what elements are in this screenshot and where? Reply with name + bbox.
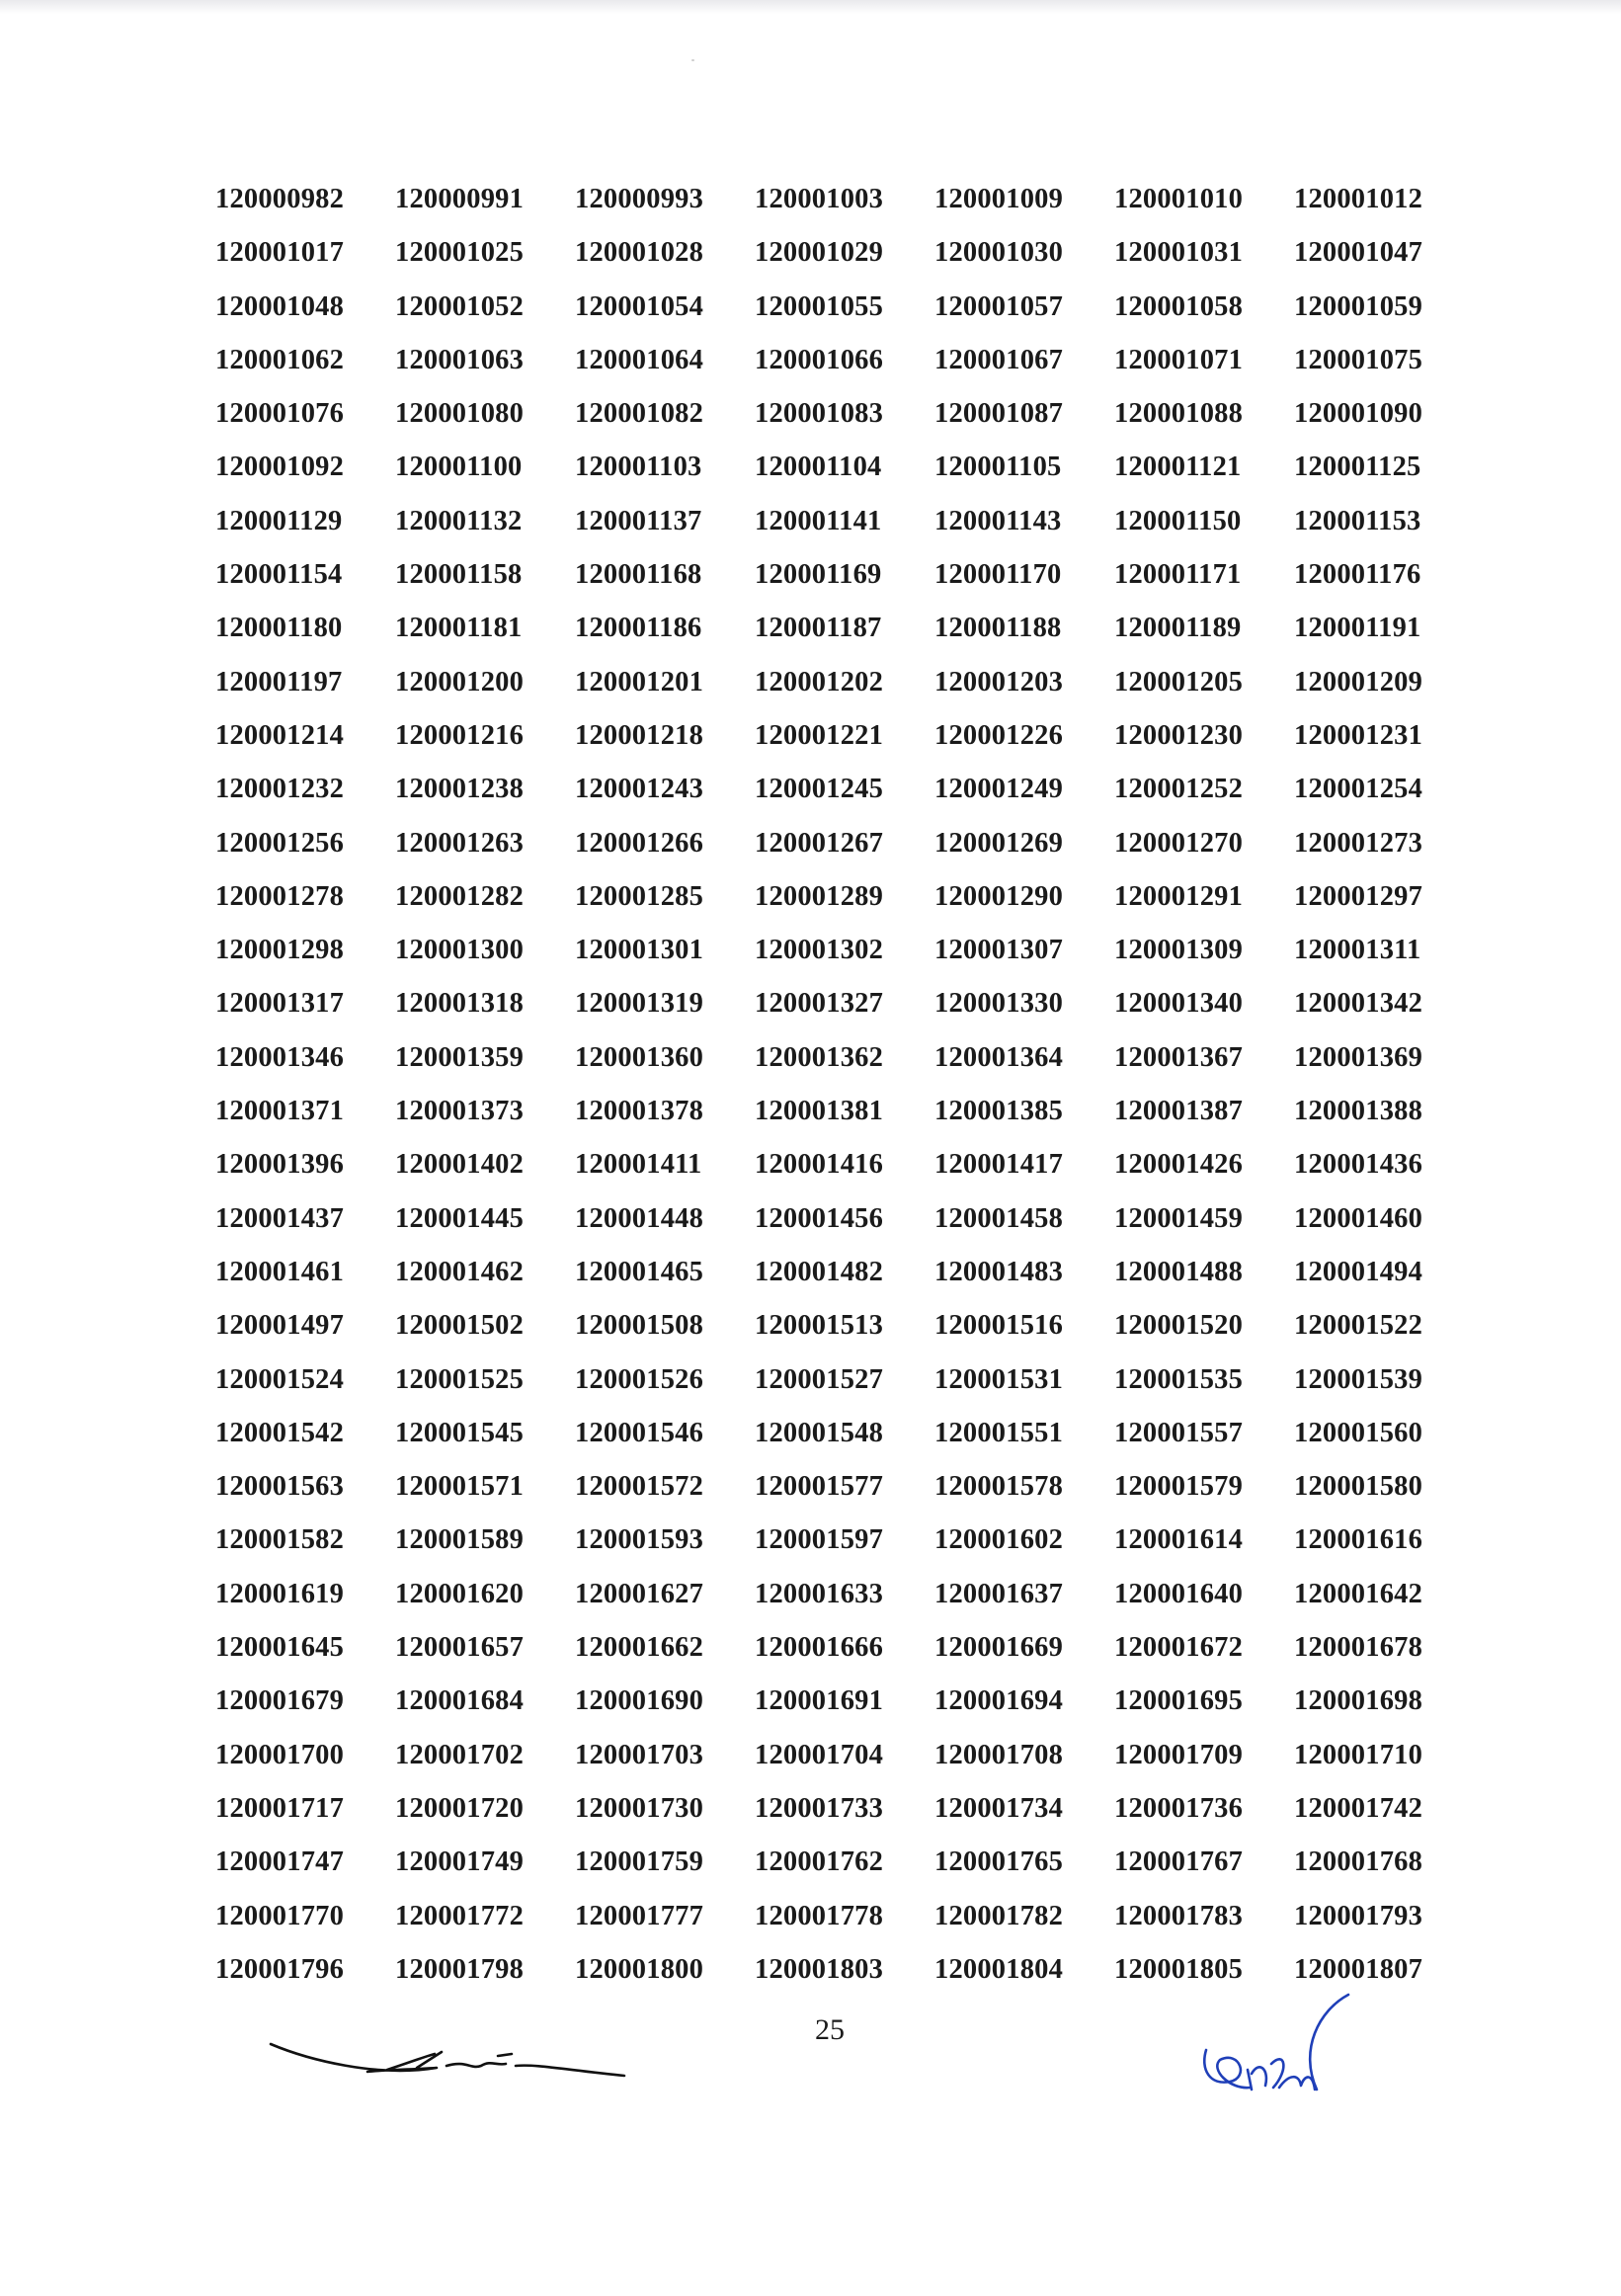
roll-number-cell: 120001535 (1114, 1363, 1244, 1395)
roll-number-cell: 120001054 (575, 290, 704, 322)
roll-number-cell: 120001062 (215, 344, 345, 375)
roll-number-cell: 120001542 (215, 1417, 345, 1448)
roll-number-cell: 120001563 (215, 1471, 345, 1503)
roll-number-cell: 120001100 (395, 451, 523, 483)
roll-number-cell: 120001125 (1294, 451, 1421, 483)
roll-number-cell: 120001012 (1294, 184, 1423, 214)
roll-number-cell: 120001289 (755, 880, 884, 912)
roll-number-cell: 120001083 (755, 398, 884, 430)
roll-number-cell: 120001778 (755, 1900, 884, 1931)
roll-number-cell: 120001402 (395, 1149, 525, 1181)
roll-number-cell: 120001805 (1114, 1953, 1244, 1985)
roll-number-cell: 120001300 (395, 935, 525, 966)
roll-number-cell: 120001437 (215, 1202, 345, 1234)
roll-number-cell: 120001076 (215, 398, 345, 430)
roll-number-cell: 120001465 (575, 1256, 704, 1287)
roll-number-cell: 120001153 (1294, 505, 1421, 536)
roll-number-cell: 120001642 (1294, 1578, 1423, 1609)
roll-number-cell: 120001367 (1114, 1041, 1244, 1073)
roll-number-cell: 120001231 (1294, 719, 1423, 751)
roll-number-cell: 120001221 (755, 719, 884, 751)
roll-number-cell: 120001695 (1114, 1685, 1244, 1717)
roll-number-cell: 120001627 (575, 1578, 704, 1609)
roll-number-cell: 120001703 (575, 1739, 704, 1770)
roll-number-cell: 120001803 (755, 1953, 884, 1985)
roll-number-cell: 120001694 (934, 1685, 1064, 1717)
roll-number-cell: 120001637 (934, 1578, 1064, 1609)
roll-number-cell: 120001243 (575, 774, 704, 805)
roll-number-cell: 120001327 (755, 988, 884, 1020)
roll-number-cell: 120001169 (755, 559, 882, 591)
roll-number-cell: 120001010 (1114, 184, 1244, 214)
roll-number-cell: 120001269 (934, 827, 1064, 859)
roll-number-cell: 120001121 (1114, 451, 1242, 483)
roll-number-cell: 120001104 (755, 451, 882, 483)
roll-number-cell: 120001798 (395, 1953, 525, 1985)
roll-number-cell: 120001497 (215, 1310, 345, 1342)
roll-number-cell: 120001238 (395, 774, 525, 805)
roll-number-cell: 120001080 (395, 398, 525, 430)
roll-number-cell: 120001448 (575, 1202, 704, 1234)
roll-number-cell: 120001388 (1294, 1096, 1423, 1127)
roll-number-cell: 120001730 (575, 1792, 704, 1824)
roll-number-cell: 120001290 (934, 880, 1064, 912)
roll-number-cell: 120001513 (755, 1310, 884, 1342)
roll-number-cell: 120001359 (395, 1041, 525, 1073)
roll-number-cell: 120001742 (1294, 1792, 1423, 1824)
roll-number-cell: 120001202 (755, 666, 884, 697)
roll-number-cell: 120001749 (395, 1846, 525, 1878)
roll-number-cell: 120001249 (934, 774, 1064, 805)
roll-number-cell: 120001461 (215, 1256, 345, 1287)
roll-number-cell: 120001494 (1294, 1256, 1423, 1287)
roll-number-cell: 120001186 (575, 613, 702, 644)
roll-number-cell: 120001141 (755, 505, 882, 536)
roll-number-cell: 120001031 (1114, 237, 1244, 269)
roll-number-cell: 120001772 (395, 1900, 525, 1931)
roll-number-cell: 120001047 (1294, 237, 1423, 269)
roll-number-cell: 120001768 (1294, 1846, 1423, 1878)
roll-number-cell: 120001633 (755, 1578, 884, 1609)
roll-number-cell: 120001226 (934, 719, 1064, 751)
roll-number-cell: 120001770 (215, 1900, 345, 1931)
roll-number-cell: 120001218 (575, 719, 704, 751)
roll-number-cell: 120001154 (215, 559, 343, 591)
roll-number-cell: 120001571 (395, 1471, 525, 1503)
roll-number-cell: 120001551 (934, 1417, 1064, 1448)
roll-number-cell: 120001278 (215, 880, 345, 912)
roll-number-cell: 120001340 (1114, 988, 1244, 1020)
roll-number-cell: 120001132 (395, 505, 523, 536)
roll-number-cell: 120001782 (934, 1900, 1064, 1931)
roll-number-cell: 120001678 (1294, 1632, 1423, 1664)
roll-number-cell: 120001796 (215, 1953, 345, 1985)
roll-number-cell: 120001029 (755, 237, 884, 269)
roll-number-cell: 120001188 (934, 613, 1062, 644)
roll-number-cell: 120001736 (1114, 1792, 1244, 1824)
roll-number-cell: 120001524 (215, 1363, 345, 1395)
roll-number-cell: 120001230 (1114, 719, 1244, 751)
roll-number-cell: 120001593 (575, 1524, 704, 1556)
roll-number-cell: 120001168 (575, 559, 702, 591)
roll-number-cell: 120001396 (215, 1149, 345, 1181)
roll-number-cell: 120001616 (1294, 1524, 1423, 1556)
roll-number-cell: 120001620 (395, 1578, 525, 1609)
roll-number-grid (206, 180, 1461, 2004)
left-signature (269, 2030, 644, 2090)
roll-number-cell: 120001546 (575, 1417, 704, 1448)
roll-number-cell: 120001527 (755, 1363, 884, 1395)
roll-number-cell: 120001531 (934, 1363, 1064, 1395)
roll-number-cell: 120001301 (575, 935, 704, 966)
roll-number-cell: 120001488 (1114, 1256, 1244, 1287)
roll-number-cell: 120001577 (755, 1471, 884, 1503)
roll-number-cell: 120001330 (934, 988, 1064, 1020)
roll-number-cell: 120001708 (934, 1739, 1064, 1770)
roll-number-cell: 120001362 (755, 1041, 884, 1073)
roll-number-cell: 120001205 (1114, 666, 1244, 697)
roll-number-cell: 120001256 (215, 827, 345, 859)
roll-number-cell: 120001298 (215, 935, 345, 966)
right-signature (1190, 1991, 1388, 2119)
roll-number-cell: 120001254 (1294, 774, 1423, 805)
roll-number-cell: 120001063 (395, 344, 525, 375)
roll-number-cell: 120001232 (215, 774, 345, 805)
roll-number-cell: 120001180 (215, 613, 343, 644)
roll-number-cell: 120001346 (215, 1041, 345, 1073)
roll-number-cell: 120001369 (1294, 1041, 1423, 1073)
roll-number-cell: 120001048 (215, 290, 345, 322)
roll-number-cell: 120001672 (1114, 1632, 1244, 1664)
roll-number-cell: 120001698 (1294, 1685, 1423, 1717)
roll-number-cell: 120000991 (395, 184, 525, 214)
roll-number-cell: 120001317 (215, 988, 345, 1020)
scan-edge (0, 0, 1621, 14)
roll-number-cell: 120001560 (1294, 1417, 1423, 1448)
roll-number-cell: 120001252 (1114, 774, 1244, 805)
roll-number-cell: 120001191 (1294, 613, 1421, 644)
roll-number-cell: 120001052 (395, 290, 525, 322)
roll-number-cell: 120001522 (1294, 1310, 1423, 1342)
roll-number-cell: 120001150 (1114, 505, 1242, 536)
roll-number-cell: 120001800 (575, 1953, 704, 1985)
roll-number-cell: 120001669 (934, 1632, 1064, 1664)
roll-number-cell: 120001092 (215, 451, 345, 483)
roll-number-cell: 120001597 (755, 1524, 884, 1556)
roll-number-cell: 120001267 (755, 827, 884, 859)
roll-number-cell: 120001057 (934, 290, 1064, 322)
roll-number-cell: 120001462 (395, 1256, 525, 1287)
roll-number-cell: 120001640 (1114, 1578, 1244, 1609)
roll-number-cell: 120001055 (755, 290, 884, 322)
roll-number-cell: 120000982 (215, 184, 345, 214)
roll-number-cell: 120001143 (934, 505, 1062, 536)
roll-number-cell: 120001291 (1114, 880, 1244, 912)
roll-number-cell: 120001137 (575, 505, 702, 536)
roll-number-cell: 120001614 (1114, 1524, 1244, 1556)
roll-number-cell: 120001548 (755, 1417, 884, 1448)
roll-number-cell: 120001187 (755, 613, 882, 644)
roll-number-cell: 120001003 (755, 184, 884, 214)
page-number: 25 (815, 2013, 845, 2046)
roll-number-cell: 120001482 (755, 1256, 884, 1287)
roll-number-cell: 120001360 (575, 1041, 704, 1073)
roll-number-cell: 120001602 (934, 1524, 1064, 1556)
roll-number-cell: 120001214 (215, 719, 345, 751)
roll-number-cell: 120001619 (215, 1578, 345, 1609)
roll-number-cell: 120001176 (1294, 559, 1421, 591)
roll-number-cell: 120001307 (934, 935, 1064, 966)
roll-number-cell: 120001170 (934, 559, 1062, 591)
roll-number-cell: 120001064 (575, 344, 704, 375)
roll-number-cell: 120001709 (1114, 1739, 1244, 1770)
roll-number-cell: 120001684 (395, 1685, 525, 1717)
roll-number-cell: 120001067 (934, 344, 1064, 375)
roll-number-cell: 120001525 (395, 1363, 525, 1395)
roll-number-cell: 120001158 (395, 559, 523, 591)
roll-number-cell: 120001426 (1114, 1149, 1244, 1181)
roll-number-cell: 120001804 (934, 1953, 1064, 1985)
roll-number-cell: 120001767 (1114, 1846, 1244, 1878)
roll-number-cell: 120001059 (1294, 290, 1423, 322)
roll-number-cell: 120001285 (575, 880, 704, 912)
roll-number-cell: 120001657 (395, 1632, 525, 1664)
roll-number-cell: 120001579 (1114, 1471, 1244, 1503)
roll-number-cell: 120001025 (395, 237, 525, 269)
roll-number-cell: 120001460 (1294, 1202, 1423, 1234)
roll-number-cell: 120001456 (755, 1202, 884, 1234)
roll-number-cell: 120001545 (395, 1417, 525, 1448)
roll-number-cell: 120001459 (1114, 1202, 1244, 1234)
roll-number-cell: 120001209 (1294, 666, 1423, 697)
roll-number-cell: 120001717 (215, 1792, 345, 1824)
roll-number-cell: 120001342 (1294, 988, 1423, 1020)
roll-number-cell: 120001516 (934, 1310, 1064, 1342)
roll-number-cell: 120001030 (934, 237, 1064, 269)
roll-number-cell: 120001720 (395, 1792, 525, 1824)
roll-number-cell: 120001793 (1294, 1900, 1423, 1931)
roll-number-cell: 120001807 (1294, 1953, 1423, 1985)
roll-number-cell: 120001700 (215, 1739, 345, 1770)
roll-number-cell: 120001319 (575, 988, 704, 1020)
roll-number-cell: 120001508 (575, 1310, 704, 1342)
scan-speck (691, 59, 694, 61)
roll-number-cell: 120001087 (934, 398, 1064, 430)
roll-number-cell: 120001371 (215, 1096, 345, 1127)
roll-number-cell: 120001105 (934, 451, 1062, 483)
roll-number-cell: 120001417 (934, 1149, 1064, 1181)
roll-number-cell: 120001266 (575, 827, 704, 859)
roll-number-cell: 120001297 (1294, 880, 1423, 912)
roll-number-cell: 120001734 (934, 1792, 1064, 1824)
roll-number-cell: 120001090 (1294, 398, 1423, 430)
roll-number-cell: 120001103 (575, 451, 702, 483)
roll-number-cell: 120001203 (934, 666, 1064, 697)
roll-number-cell: 120001662 (575, 1632, 704, 1664)
roll-number-cell: 120001520 (1114, 1310, 1244, 1342)
roll-number-cell: 120001381 (755, 1096, 884, 1127)
roll-number-cell: 120001416 (755, 1149, 884, 1181)
roll-number-cell: 120001572 (575, 1471, 704, 1503)
roll-number-cell: 120001733 (755, 1792, 884, 1824)
roll-number-cell: 120001373 (395, 1096, 525, 1127)
roll-number-cell: 120001071 (1114, 344, 1244, 375)
roll-number-cell: 120001058 (1114, 290, 1244, 322)
roll-number-cell: 120001189 (1114, 613, 1242, 644)
roll-number-cell: 120001436 (1294, 1149, 1423, 1181)
roll-number-cell: 120001201 (575, 666, 704, 697)
roll-number-cell: 120001445 (395, 1202, 525, 1234)
roll-number-cell: 120001311 (1294, 935, 1421, 966)
roll-number-cell: 120001411 (575, 1149, 702, 1181)
roll-number-cell: 120001483 (934, 1256, 1064, 1287)
roll-number-cell: 120001309 (1114, 935, 1244, 966)
roll-number-cell: 120001075 (1294, 344, 1423, 375)
roll-number-cell: 120001691 (755, 1685, 884, 1717)
roll-number-cell: 120001017 (215, 237, 345, 269)
roll-number-cell: 120001645 (215, 1632, 345, 1664)
roll-number-cell: 120001181 (395, 613, 523, 644)
roll-number-cell: 120001066 (755, 344, 884, 375)
roll-number-cell: 120001580 (1294, 1471, 1423, 1503)
roll-number-cell: 120001777 (575, 1900, 704, 1931)
roll-number-cell: 120001282 (395, 880, 525, 912)
roll-number-cell: 120001364 (934, 1041, 1064, 1073)
roll-number-cell: 120001318 (395, 988, 525, 1020)
roll-number-cell: 120001171 (1114, 559, 1242, 591)
roll-number-cell: 120001387 (1114, 1096, 1244, 1127)
roll-number-cell: 120001762 (755, 1846, 884, 1878)
roll-number-cell: 120001710 (1294, 1739, 1423, 1770)
roll-number-cell: 120000993 (575, 184, 704, 214)
roll-number-cell: 120001747 (215, 1846, 345, 1878)
roll-number-cell: 120001263 (395, 827, 525, 859)
roll-number-cell: 120001129 (215, 505, 343, 536)
roll-number-cell: 120001273 (1294, 827, 1423, 859)
roll-number-cell: 120001526 (575, 1363, 704, 1395)
roll-number-cell: 120001082 (575, 398, 704, 430)
roll-number-cell: 120001385 (934, 1096, 1064, 1127)
roll-number-cell: 120001759 (575, 1846, 704, 1878)
roll-number-cell: 120001557 (1114, 1417, 1244, 1448)
roll-number-cell: 120001378 (575, 1096, 704, 1127)
roll-number-cell: 120001502 (395, 1310, 525, 1342)
roll-number-cell: 120001200 (395, 666, 525, 697)
roll-number-cell: 120001783 (1114, 1900, 1244, 1931)
roll-number-cell: 120001704 (755, 1739, 884, 1770)
roll-number-cell: 120001245 (755, 774, 884, 805)
roll-number-cell: 120001539 (1294, 1363, 1423, 1395)
roll-number-cell: 120001028 (575, 237, 704, 269)
roll-number-cell: 120001765 (934, 1846, 1064, 1878)
roll-number-cell: 120001679 (215, 1685, 345, 1717)
roll-number-cell: 120001458 (934, 1202, 1064, 1234)
roll-number-cell: 120001690 (575, 1685, 704, 1717)
roll-number-cell: 120001666 (755, 1632, 884, 1664)
roll-number-cell: 120001009 (934, 184, 1064, 214)
roll-number-cell: 120001197 (215, 666, 343, 697)
roll-number-cell: 120001589 (395, 1524, 525, 1556)
roll-number-cell: 120001702 (395, 1739, 525, 1770)
roll-number-cell: 120001578 (934, 1471, 1064, 1503)
roll-number-cell: 120001582 (215, 1524, 345, 1556)
roll-number-cell: 120001302 (755, 935, 884, 966)
roll-number-cell: 120001270 (1114, 827, 1244, 859)
roll-number-cell: 120001216 (395, 719, 525, 751)
roll-number-cell: 120001088 (1114, 398, 1244, 430)
